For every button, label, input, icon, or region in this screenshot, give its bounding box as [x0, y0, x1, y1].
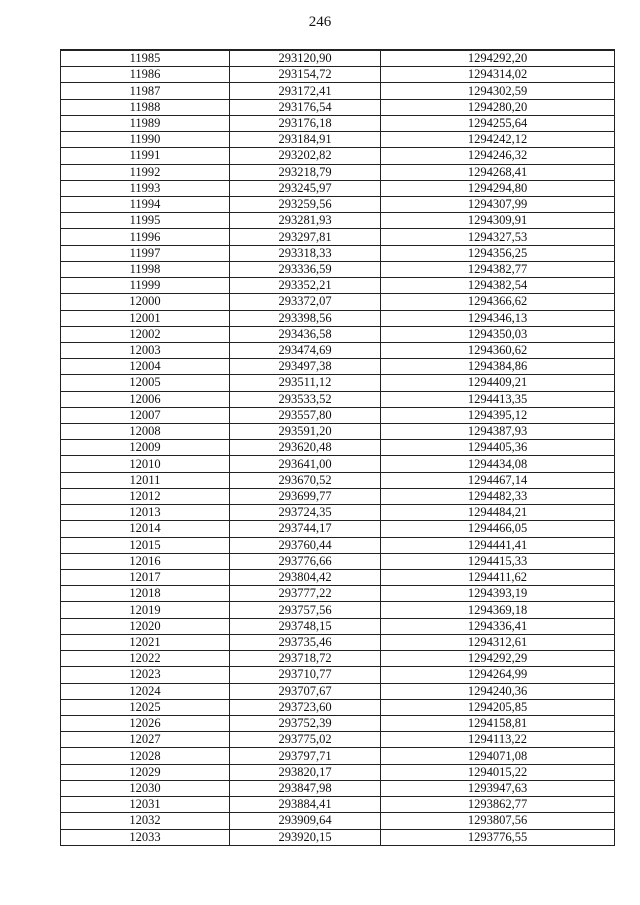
table-row: [61, 456, 615, 472]
point-number-cell: 12001: [61, 310, 230, 326]
point-number-cell: 11991: [61, 148, 230, 164]
table-row: [61, 180, 615, 196]
table-row: [61, 586, 615, 602]
table-row: [61, 553, 615, 569]
x-coordinate-cell: 293744,17: [230, 521, 381, 537]
x-coordinate-cell: 293847,98: [230, 780, 381, 796]
x-coordinate-cell: 293718,72: [230, 651, 381, 667]
x-coordinate-cell: 293372,07: [230, 294, 381, 310]
point-number-cell: 12005: [61, 375, 230, 391]
table-row: [61, 213, 615, 229]
table-row: [61, 148, 615, 164]
table-row: [61, 67, 615, 83]
y-coordinate-cell: 1294264,99: [381, 667, 615, 683]
point-number-cell: 12019: [61, 602, 230, 618]
table-row: [61, 732, 615, 748]
x-coordinate-cell: 293804,42: [230, 570, 381, 586]
point-number-cell: 11986: [61, 67, 230, 83]
point-number-cell: 12009: [61, 440, 230, 456]
y-coordinate-cell: 1294302,59: [381, 83, 615, 99]
point-number-cell: 11994: [61, 196, 230, 212]
x-coordinate-cell: 293176,54: [230, 99, 381, 115]
table-row: [61, 521, 615, 537]
point-number-cell: 11995: [61, 213, 230, 229]
x-coordinate-cell: 293154,72: [230, 67, 381, 83]
point-number-cell: 12033: [61, 829, 230, 845]
x-coordinate-cell: 293245,97: [230, 180, 381, 196]
y-coordinate-cell: 1294484,21: [381, 505, 615, 521]
table-row: [61, 229, 615, 245]
coordinates-table: [60, 49, 615, 846]
y-coordinate-cell: 1294292,29: [381, 651, 615, 667]
table-row: [61, 797, 615, 813]
x-coordinate-cell: 293474,69: [230, 342, 381, 358]
y-coordinate-cell: 1294350,03: [381, 326, 615, 342]
x-coordinate-cell: 293352,21: [230, 278, 381, 294]
table-row: [61, 472, 615, 488]
point-number-cell: 11988: [61, 99, 230, 115]
y-coordinate-cell: 1294409,21: [381, 375, 615, 391]
y-coordinate-cell: 1294382,54: [381, 278, 615, 294]
point-number-cell: 12028: [61, 748, 230, 764]
table-row: [61, 570, 615, 586]
x-coordinate-cell: 293775,02: [230, 732, 381, 748]
point-number-cell: 12007: [61, 407, 230, 423]
x-coordinate-cell: 293797,71: [230, 748, 381, 764]
y-coordinate-cell: 1294387,93: [381, 424, 615, 440]
x-coordinate-cell: 293218,79: [230, 164, 381, 180]
point-number-cell: 12030: [61, 780, 230, 796]
table-row: [61, 342, 615, 358]
y-coordinate-cell: 1294405,36: [381, 440, 615, 456]
x-coordinate-cell: 293120,90: [230, 50, 381, 67]
y-coordinate-cell: 1294434,08: [381, 456, 615, 472]
x-coordinate-cell: 293707,67: [230, 683, 381, 699]
point-number-cell: 12015: [61, 537, 230, 553]
table-row: [61, 829, 615, 845]
table-row: [61, 667, 615, 683]
y-coordinate-cell: 1293862,77: [381, 797, 615, 813]
y-coordinate-cell: 1294246,32: [381, 148, 615, 164]
y-coordinate-cell: 1294360,62: [381, 342, 615, 358]
y-coordinate-cell: 1294467,14: [381, 472, 615, 488]
x-coordinate-cell: 293398,56: [230, 310, 381, 326]
y-coordinate-cell: 1293807,56: [381, 813, 615, 829]
x-coordinate-cell: 293820,17: [230, 764, 381, 780]
point-number-cell: 11993: [61, 180, 230, 196]
y-coordinate-cell: 1294292,20: [381, 50, 615, 67]
x-coordinate-cell: 293202,82: [230, 148, 381, 164]
y-coordinate-cell: 1294240,36: [381, 683, 615, 699]
y-coordinate-cell: 1294205,85: [381, 699, 615, 715]
point-number-cell: 12000: [61, 294, 230, 310]
point-number-cell: 12027: [61, 732, 230, 748]
x-coordinate-cell: 293259,56: [230, 196, 381, 212]
table-row: [61, 602, 615, 618]
table-row: [61, 748, 615, 764]
x-coordinate-cell: 293752,39: [230, 715, 381, 731]
y-coordinate-cell: 1294336,41: [381, 618, 615, 634]
table-row: [61, 537, 615, 553]
x-coordinate-cell: 293297,81: [230, 229, 381, 245]
table-row: [61, 99, 615, 115]
table-row: [61, 196, 615, 212]
point-number-cell: 12017: [61, 570, 230, 586]
x-coordinate-cell: 293699,77: [230, 488, 381, 504]
coordinates-table-body: [61, 50, 615, 845]
y-coordinate-cell: 1294482,33: [381, 488, 615, 504]
x-coordinate-cell: 293281,93: [230, 213, 381, 229]
y-coordinate-cell: 1294280,20: [381, 99, 615, 115]
point-number-cell: 11997: [61, 245, 230, 261]
point-number-cell: 12008: [61, 424, 230, 440]
point-number-cell: 11987: [61, 83, 230, 99]
y-coordinate-cell: 1294382,77: [381, 261, 615, 277]
y-coordinate-cell: 1294393,19: [381, 586, 615, 602]
point-number-cell: 11998: [61, 261, 230, 277]
point-number-cell: 12032: [61, 813, 230, 829]
x-coordinate-cell: 293511,12: [230, 375, 381, 391]
y-coordinate-cell: 1294395,12: [381, 407, 615, 423]
y-coordinate-cell: 1294309,91: [381, 213, 615, 229]
page-number: 246: [308, 14, 332, 30]
point-number-cell: 12006: [61, 391, 230, 407]
x-coordinate-cell: 293724,35: [230, 505, 381, 521]
table-row: [61, 83, 615, 99]
table-row: [61, 440, 615, 456]
y-coordinate-cell: 1294071,08: [381, 748, 615, 764]
x-coordinate-cell: 293920,15: [230, 829, 381, 845]
x-coordinate-cell: 293670,52: [230, 472, 381, 488]
point-number-cell: 12011: [61, 472, 230, 488]
y-coordinate-cell: 1294294,80: [381, 180, 615, 196]
point-number-cell: 12003: [61, 342, 230, 358]
table-row: [61, 132, 615, 148]
x-coordinate-cell: 293620,48: [230, 440, 381, 456]
y-coordinate-cell: 1294113,22: [381, 732, 615, 748]
point-number-cell: 11999: [61, 278, 230, 294]
x-coordinate-cell: 293641,00: [230, 456, 381, 472]
y-coordinate-cell: 1294327,53: [381, 229, 615, 245]
x-coordinate-cell: 293884,41: [230, 797, 381, 813]
table-row: [61, 310, 615, 326]
point-number-cell: 12029: [61, 764, 230, 780]
y-coordinate-cell: 1294307,99: [381, 196, 615, 212]
point-number-cell: 12002: [61, 326, 230, 342]
table-row: [61, 359, 615, 375]
x-coordinate-cell: 293336,59: [230, 261, 381, 277]
table-row: [61, 245, 615, 261]
y-coordinate-cell: 1294268,41: [381, 164, 615, 180]
point-number-cell: 12026: [61, 715, 230, 731]
point-number-cell: 12025: [61, 699, 230, 715]
table-row: [61, 651, 615, 667]
table-row: [61, 261, 615, 277]
y-coordinate-cell: 1294346,13: [381, 310, 615, 326]
x-coordinate-cell: 293710,77: [230, 667, 381, 683]
y-coordinate-cell: 1294384,86: [381, 359, 615, 375]
point-number-cell: 12013: [61, 505, 230, 521]
table-row: [61, 391, 615, 407]
y-coordinate-cell: 1294255,64: [381, 115, 615, 131]
table-row: [61, 424, 615, 440]
point-number-cell: 12022: [61, 651, 230, 667]
point-number-cell: 11996: [61, 229, 230, 245]
table-row: [61, 764, 615, 780]
x-coordinate-cell: 293184,91: [230, 132, 381, 148]
x-coordinate-cell: 293176,18: [230, 115, 381, 131]
table-row: [61, 715, 615, 731]
x-coordinate-cell: 293776,66: [230, 553, 381, 569]
x-coordinate-cell: 293723,60: [230, 699, 381, 715]
table-row: [61, 699, 615, 715]
x-coordinate-cell: 293533,52: [230, 391, 381, 407]
y-coordinate-cell: 1294413,35: [381, 391, 615, 407]
point-number-cell: 12004: [61, 359, 230, 375]
point-number-cell: 12031: [61, 797, 230, 813]
table-row: [61, 505, 615, 521]
point-number-cell: 12012: [61, 488, 230, 504]
point-number-cell: 12014: [61, 521, 230, 537]
point-number-cell: 12021: [61, 634, 230, 650]
table-row: [61, 294, 615, 310]
y-coordinate-cell: 1294356,25: [381, 245, 615, 261]
x-coordinate-cell: 293436,58: [230, 326, 381, 342]
x-coordinate-cell: 293497,38: [230, 359, 381, 375]
table-row: [61, 164, 615, 180]
y-coordinate-cell: 1294158,81: [381, 715, 615, 731]
x-coordinate-cell: 293757,56: [230, 602, 381, 618]
point-number-cell: 11992: [61, 164, 230, 180]
table-row: [61, 813, 615, 829]
table-row: [61, 780, 615, 796]
x-coordinate-cell: 293172,41: [230, 83, 381, 99]
table-row: [61, 326, 615, 342]
point-number-cell: 11990: [61, 132, 230, 148]
point-number-cell: 11985: [61, 50, 230, 67]
point-number-cell: 12023: [61, 667, 230, 683]
y-coordinate-cell: 1294366,62: [381, 294, 615, 310]
table-row: [61, 407, 615, 423]
point-number-cell: 12024: [61, 683, 230, 699]
x-coordinate-cell: 293909,64: [230, 813, 381, 829]
y-coordinate-cell: 1294312,61: [381, 634, 615, 650]
table-row: [61, 488, 615, 504]
x-coordinate-cell: 293777,22: [230, 586, 381, 602]
y-coordinate-cell: 1294369,18: [381, 602, 615, 618]
y-coordinate-cell: 1294415,33: [381, 553, 615, 569]
x-coordinate-cell: 293735,46: [230, 634, 381, 650]
table-row: [61, 683, 615, 699]
y-coordinate-cell: 1294314,02: [381, 67, 615, 83]
table-row: [61, 618, 615, 634]
x-coordinate-cell: 293557,80: [230, 407, 381, 423]
x-coordinate-cell: 293591,20: [230, 424, 381, 440]
x-coordinate-cell: 293748,15: [230, 618, 381, 634]
y-coordinate-cell: 1294242,12: [381, 132, 615, 148]
y-coordinate-cell: 1294466,05: [381, 521, 615, 537]
y-coordinate-cell: 1293947,63: [381, 780, 615, 796]
point-number-cell: 12010: [61, 456, 230, 472]
table-row: [61, 375, 615, 391]
table-row: [61, 634, 615, 650]
point-number-cell: 12020: [61, 618, 230, 634]
table-row: [61, 50, 615, 67]
point-number-cell: 12018: [61, 586, 230, 602]
x-coordinate-cell: 293318,33: [230, 245, 381, 261]
table-row: [61, 278, 615, 294]
point-number-cell: 11989: [61, 115, 230, 131]
y-coordinate-cell: 1294411,62: [381, 570, 615, 586]
point-number-cell: 12016: [61, 553, 230, 569]
x-coordinate-cell: 293760,44: [230, 537, 381, 553]
y-coordinate-cell: 1294015,22: [381, 764, 615, 780]
y-coordinate-cell: 1293776,55: [381, 829, 615, 845]
y-coordinate-cell: 1294441,41: [381, 537, 615, 553]
table-row: [61, 115, 615, 131]
